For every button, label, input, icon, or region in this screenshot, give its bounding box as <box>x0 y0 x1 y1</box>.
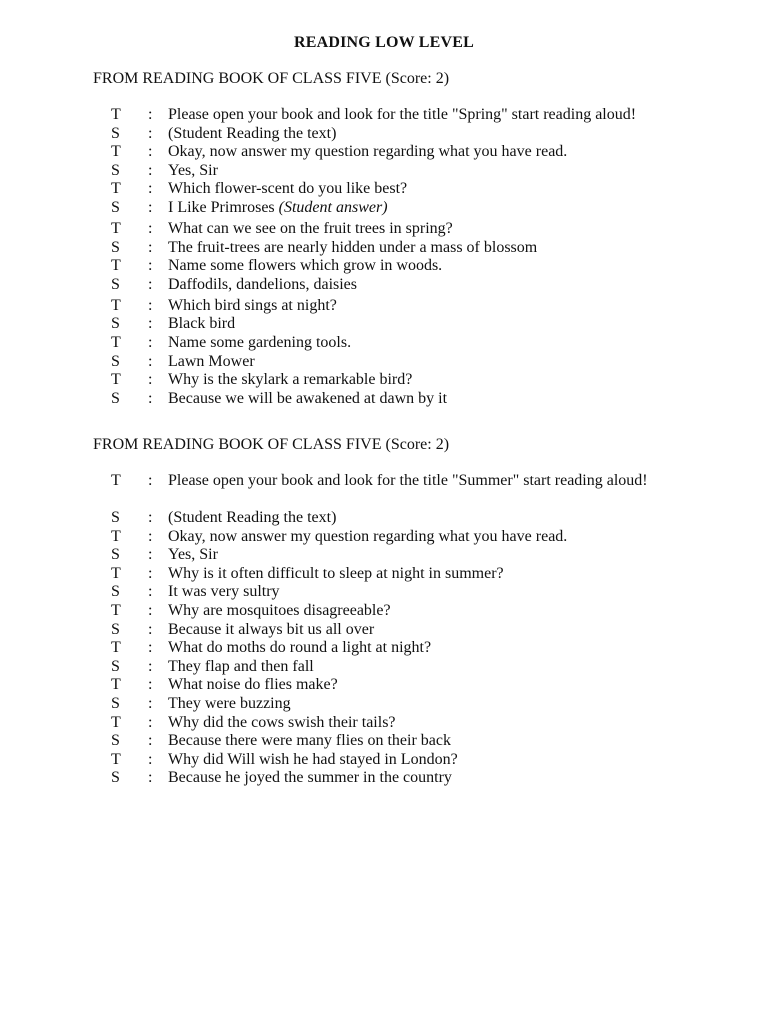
speaker-label: S <box>111 769 120 787</box>
dialogue-line <box>0 180 768 199</box>
speaker-separator: : <box>148 694 153 712</box>
dialogue-line <box>0 199 768 220</box>
dialogue-line <box>0 621 768 640</box>
speaker-separator: : <box>148 472 153 489</box>
speaker-label: S <box>111 124 120 142</box>
line-text: Daffodils, dandelions, daisies <box>168 275 358 293</box>
speaker-separator: : <box>148 124 153 142</box>
speaker-label: S <box>111 546 120 564</box>
dialogue-line <box>0 602 768 621</box>
speaker-separator: : <box>148 315 153 333</box>
speaker-label: S <box>111 389 120 407</box>
speaker-separator: : <box>148 161 153 179</box>
line-text: Okay, now answer my question regarding what you have read. <box>168 143 568 161</box>
speaker-label: S <box>111 315 120 333</box>
dialogue-line <box>0 751 768 770</box>
speaker-separator: : <box>148 620 153 638</box>
dialogue-line <box>0 695 768 714</box>
speaker-separator: : <box>148 583 153 601</box>
line-text: Why did the cows swish their tails? <box>168 713 396 731</box>
answer-note: (Student answer) <box>278 198 388 216</box>
document-title: READING LOW LEVEL <box>293 34 475 51</box>
line-text: Which flower-scent do you like best? <box>168 180 408 198</box>
speaker-label: T <box>111 713 121 731</box>
dialogue-line <box>0 276 768 297</box>
speaker-separator: : <box>148 527 153 545</box>
speaker-separator: : <box>148 564 153 582</box>
dialogue-line <box>0 143 768 162</box>
line-text: Because it always bit us all over <box>168 620 375 638</box>
speaker-label: T <box>111 333 121 351</box>
dialogue-line <box>0 583 768 602</box>
speaker-separator: : <box>148 180 153 198</box>
dialogue-line <box>0 297 768 316</box>
speaker-label: T <box>111 527 121 545</box>
speaker-label: S <box>111 161 120 179</box>
line-text: The fruit-trees are nearly hidden under a mass of blossom <box>168 238 538 256</box>
dialogue-spring <box>0 106 768 408</box>
speaker-label: T <box>111 257 121 275</box>
speaker-separator: : <box>148 676 153 694</box>
speaker-separator: : <box>148 257 153 275</box>
speaker-label: S <box>111 657 120 675</box>
line-text: What do moths do round a light at night? <box>168 639 432 657</box>
speaker-separator: : <box>148 238 153 256</box>
speaker-separator: : <box>148 296 153 314</box>
line-text: (Student Reading the text) <box>168 509 337 526</box>
dialogue-line <box>0 546 768 565</box>
speaker-label: S <box>111 694 120 712</box>
speaker-separator: : <box>148 601 153 619</box>
dialogue-line <box>0 162 768 181</box>
speaker-label: T <box>111 296 121 314</box>
dialogue-line <box>0 528 768 547</box>
dialogue-line <box>0 714 768 733</box>
line-text: Which bird sings at night? <box>168 296 337 314</box>
line-text <box>168 199 708 218</box>
speaker-separator: : <box>148 389 153 407</box>
dialogue-line <box>0 239 768 258</box>
speaker-separator: : <box>148 657 153 675</box>
dialogue-line <box>0 257 768 276</box>
speaker-separator: : <box>148 769 153 787</box>
line-text: Okay, now answer my question regarding what you have read. <box>168 527 568 545</box>
speaker-label: T <box>111 219 121 237</box>
line-text: Because there were many flies on their back <box>168 732 451 750</box>
speaker-separator: : <box>148 732 153 750</box>
line-text: Why are mosquitoes disagreeable? <box>168 601 391 619</box>
dialogue-line <box>0 769 768 788</box>
speaker-separator: : <box>148 143 153 161</box>
speaker-label: T <box>111 472 121 489</box>
speaker-label: S <box>111 732 120 750</box>
speaker-label: T <box>111 371 121 389</box>
speaker-separator: : <box>148 275 153 293</box>
speaker-label: S <box>111 620 120 638</box>
speaker-separator: : <box>148 219 153 237</box>
section-heading-summer: FROM READING BOOK OF CLASS FIVE (Score: 2) <box>93 436 450 453</box>
speaker-separator: : <box>148 509 153 526</box>
line-text: Why is it often difficult to sleep at night in summer? <box>168 564 504 582</box>
dialogue-line <box>0 639 768 658</box>
line-text: Black bird <box>168 315 236 333</box>
line-text: Why is the skylark a remarkable bird? <box>168 371 413 389</box>
speaker-separator: : <box>148 639 153 657</box>
speaker-separator: : <box>148 713 153 731</box>
dialogue-line <box>0 371 768 390</box>
speaker-separator: : <box>148 371 153 389</box>
dialogue-summer <box>0 472 768 788</box>
section-heading-spring: FROM READING BOOK OF CLASS FIVE (Score: 2) <box>93 70 450 87</box>
speaker-separator: : <box>148 546 153 564</box>
speaker-label: T <box>111 676 121 694</box>
line-text: They flap and then fall <box>168 657 314 675</box>
dialogue-line <box>0 315 768 334</box>
line-text: (Student Reading the text) <box>168 124 337 142</box>
speaker-label: S <box>111 198 120 216</box>
speaker-separator: : <box>148 106 153 123</box>
line-text: Because we will be awakened at dawn by it <box>168 389 448 407</box>
dialogue-line <box>0 390 768 409</box>
line-text: Name some flowers which grow in woods. <box>168 257 443 275</box>
dialogue-line <box>0 472 768 509</box>
line-text: Why did Will wish he had stayed in London? <box>168 750 458 768</box>
dialogue-line <box>0 334 768 353</box>
speaker-label: T <box>111 180 121 198</box>
speaker-label: S <box>111 275 120 293</box>
speaker-label: T <box>111 564 121 582</box>
dialogue-line <box>0 676 768 695</box>
line-text: What can we see on the fruit trees in spring? <box>168 219 453 237</box>
line-text: Because he joyed the summer in the country <box>168 769 452 787</box>
speaker-label: T <box>111 143 121 161</box>
line-text: It was very sultry <box>168 583 280 601</box>
line-text: Name some gardening tools. <box>168 333 352 351</box>
answer-text: I Like Primroses <box>168 198 275 216</box>
dialogue-line <box>0 125 768 144</box>
speaker-separator: : <box>148 198 153 216</box>
speaker-label: T <box>111 750 121 768</box>
speaker-separator: : <box>148 333 153 351</box>
speaker-label: S <box>111 509 120 526</box>
line-text: Please open your book and look for the title "Spring" start reading aloud! <box>168 106 637 123</box>
line-text: They were buzzing <box>168 694 291 712</box>
line-text: Yes, Sir <box>168 161 218 179</box>
dialogue-line <box>0 106 768 125</box>
speaker-label: T <box>111 639 121 657</box>
speaker-label: T <box>111 601 121 619</box>
dialogue-line <box>0 658 768 677</box>
dialogue-line <box>0 353 768 372</box>
line-text: Lawn Mower <box>168 352 255 370</box>
speaker-label: S <box>111 583 120 601</box>
dialogue-line <box>0 732 768 751</box>
speaker-label: S <box>111 238 120 256</box>
line-text: Please open your book and look for the title "Summer" start reading aloud! <box>168 472 648 489</box>
dialogue-line <box>0 565 768 584</box>
speaker-label: S <box>111 352 120 370</box>
speaker-label: T <box>111 106 121 123</box>
line-text: What noise do flies make? <box>168 676 338 694</box>
line-text: Yes, Sir <box>168 546 218 564</box>
speaker-separator: : <box>148 352 153 370</box>
speaker-separator: : <box>148 750 153 768</box>
dialogue-line <box>0 220 768 239</box>
dialogue-line <box>0 509 768 528</box>
